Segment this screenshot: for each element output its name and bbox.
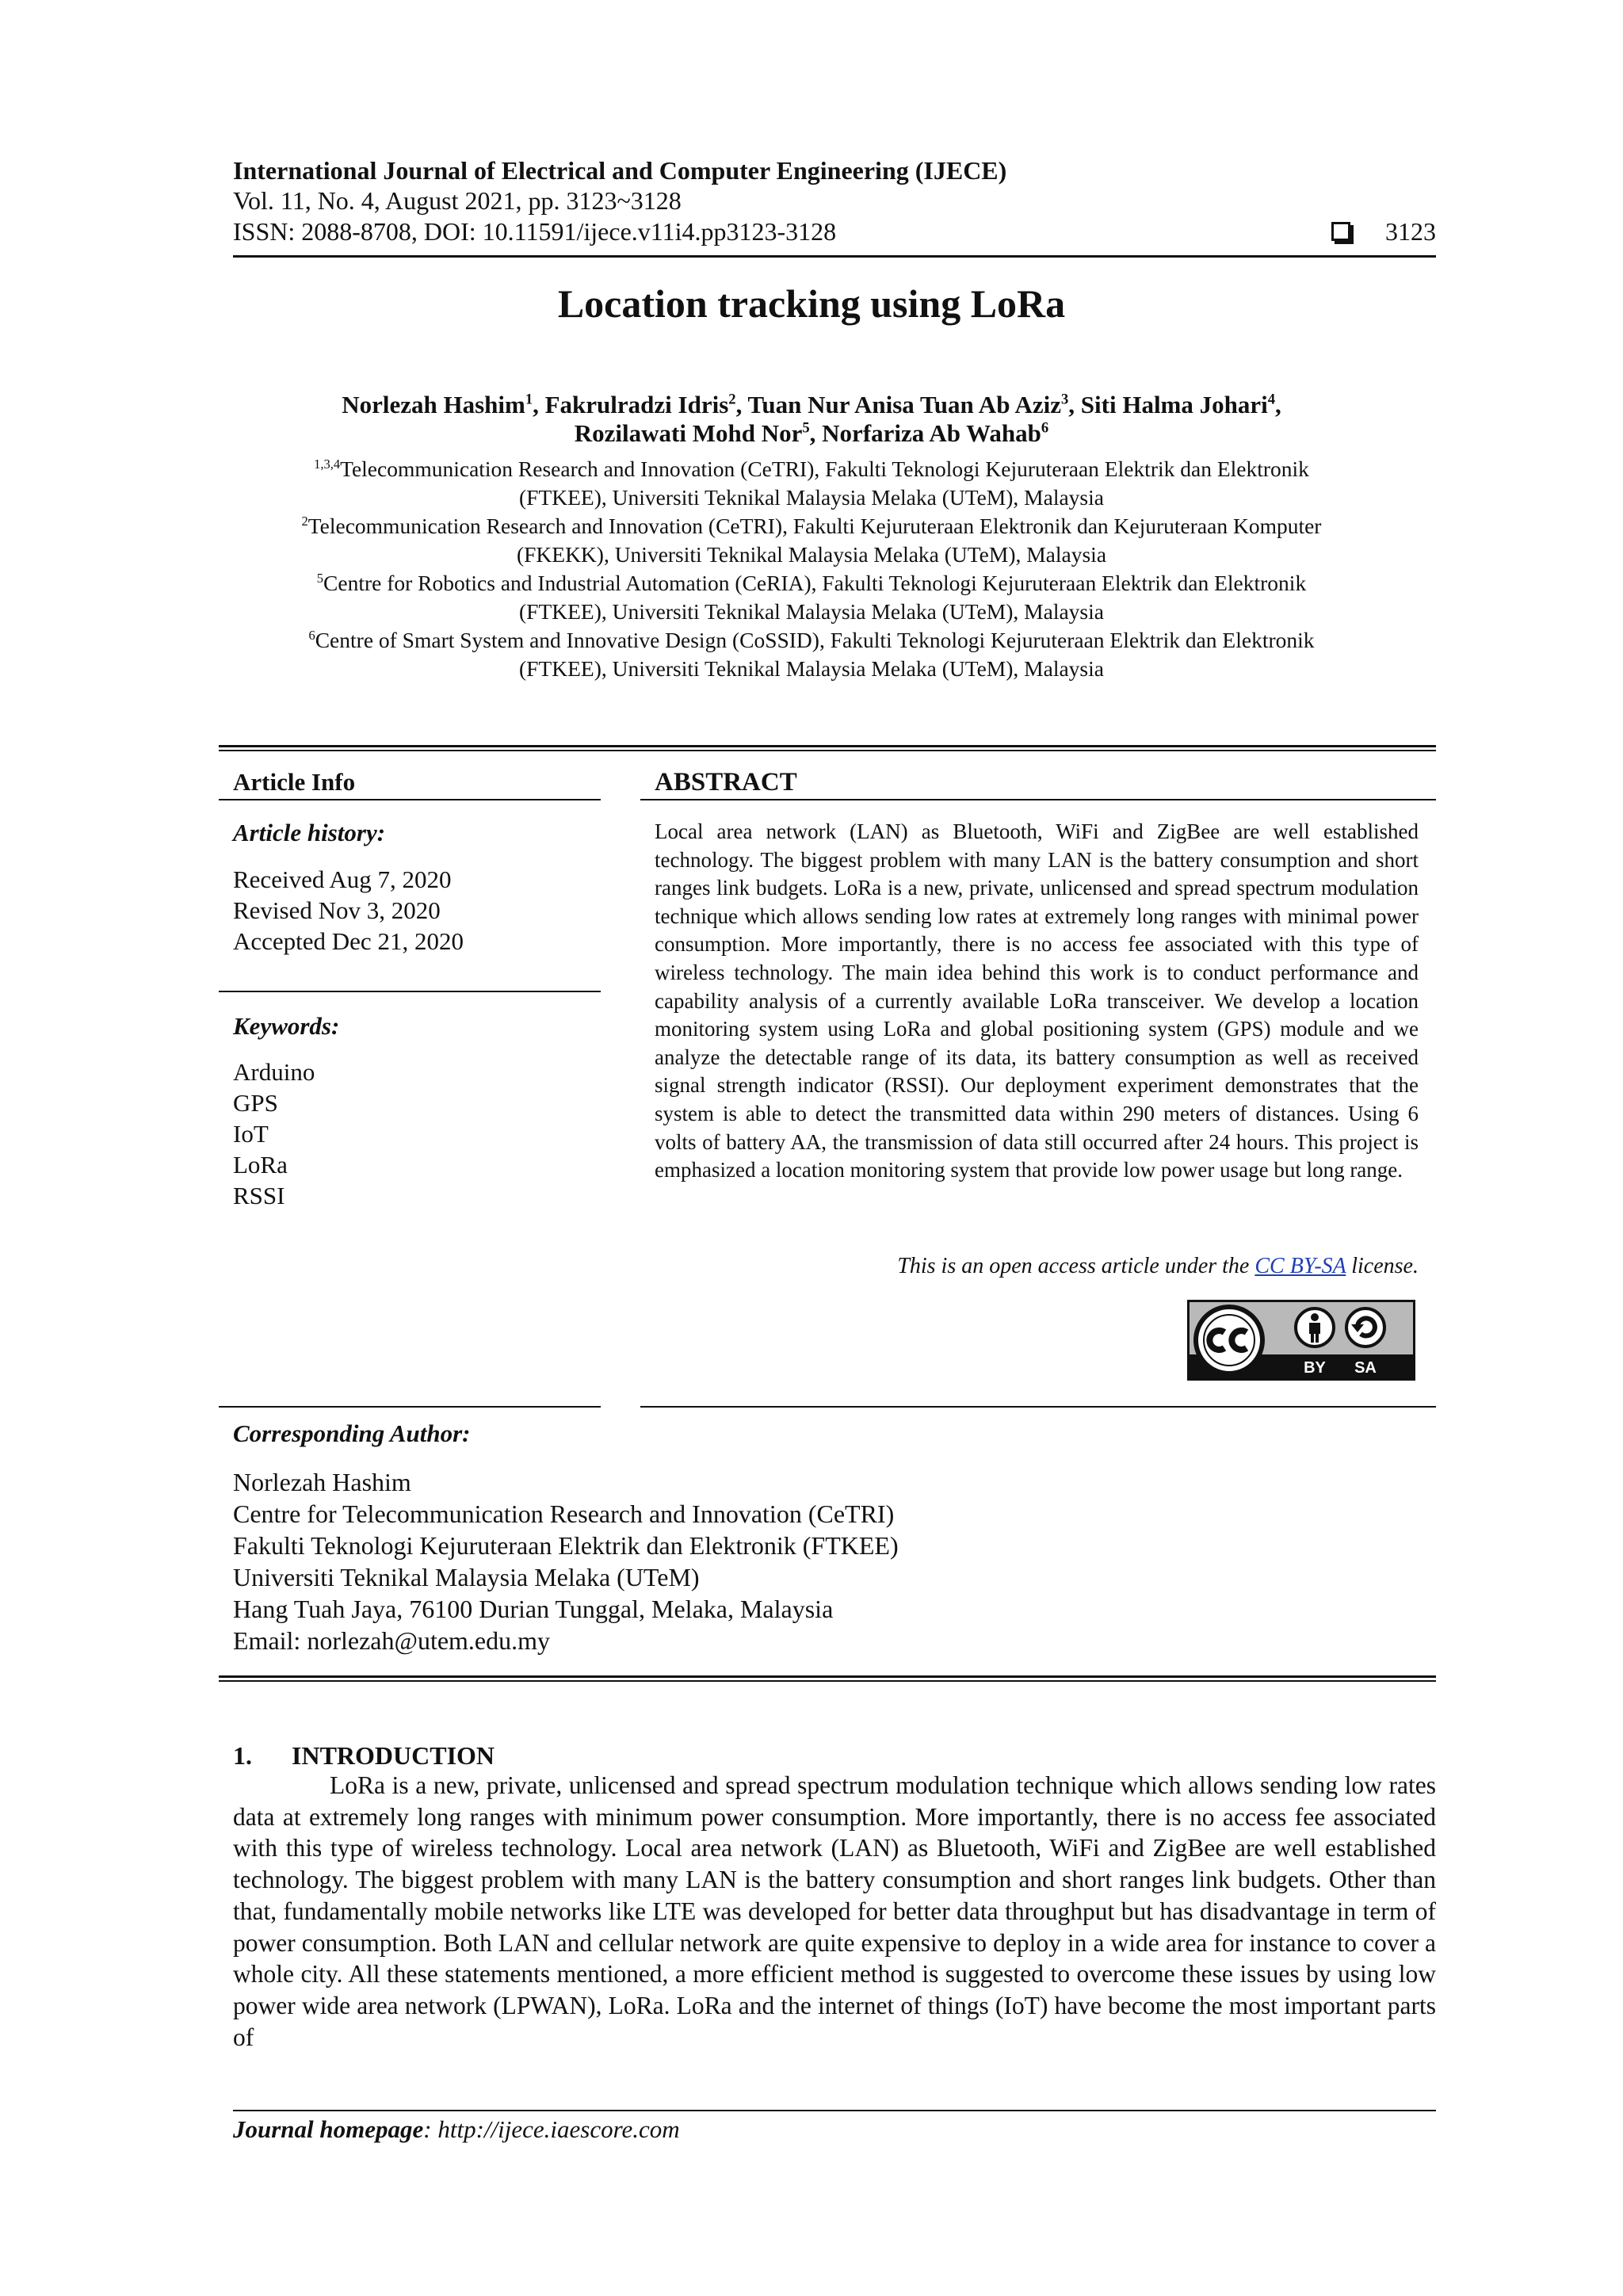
keyword-item: IoT <box>233 1120 269 1148</box>
affiliation-line <box>158 455 1465 483</box>
keyword-item: Arduino <box>233 1058 315 1086</box>
author-name: Norfariza Ab Wahab <box>822 419 1041 447</box>
article-history-heading: Article history: <box>233 819 386 846</box>
left-column-bottom-rule <box>219 1406 601 1408</box>
abstract-rule <box>640 799 1436 800</box>
journal-name: International Journal of Electrical and Computer Engineering (IJECE) <box>233 156 1007 185</box>
abstract-bottom-rule <box>640 1406 1436 1408</box>
journal-volume: Vol. 11, No. 4, August 2021, pp. 3123~3128 <box>233 186 682 215</box>
section-number: 1. <box>233 1741 252 1770</box>
header-rule <box>233 255 1436 258</box>
author-list <box>158 391 1465 448</box>
author-line-2: Rozilawati Mohd Nor$^5$, Norfariza Ab Wahab$^6$ <box>574 419 1049 447</box>
author-sup: 4 <box>1267 391 1276 408</box>
affiliation-sup: 1,3,4 <box>314 456 341 472</box>
license-prefix: This is an open access article under the <box>897 1254 1255 1278</box>
author-name: Tuan Nur Anisa Tuan Ab Aziz <box>747 391 1061 418</box>
keyword-item: GPS <box>233 1089 278 1117</box>
affiliation-text: Telecommunication Research and Innovation (CeTRI), Fakulti Teknologi Kejuruteraan Elektrik dan Elektronik <box>340 457 1309 481</box>
cc-badge-graphic <box>1190 1302 1413 1378</box>
journal-issn <box>233 216 1436 246</box>
affiliation-text: Telecommunication Research and Innovation (CeTRI), Fakulti Kejuruteraan Elektronik dan Kejuruteraan Komputer <box>307 514 1322 538</box>
issn-doi: ISSN: 2088-8708, DOI: 10.11591/ijece.v11i4.pp3123-3128 <box>233 217 837 246</box>
paper-title: Location tracking using LoRa <box>557 281 1066 326</box>
homepage-url[interactable]: : http://ijece.iaescore.com <box>423 2115 680 2143</box>
journal-homepage <box>233 2115 680 2145</box>
affiliation-line: (FTKEE), Universiti Teknikal Malaysia Melaka (UTeM), Malaysia <box>519 599 1104 624</box>
license-suffix: license. <box>1346 1254 1419 1278</box>
abstract-heading: ABSTRACT <box>655 768 797 797</box>
affiliation-line <box>158 512 1465 541</box>
author-sup: 5 <box>802 419 810 437</box>
author-name: Siti Halma Johari <box>1080 391 1268 418</box>
keyword-item: RSSI <box>233 1182 285 1209</box>
corresponding-line: Universiti Teknikal Malaysia Melaka (UTeM) <box>233 1563 700 1591</box>
double-rule-top <box>219 745 1436 751</box>
attribution-person-icon <box>1296 1308 1334 1347</box>
corresponding-author-block <box>233 1466 1342 1656</box>
abstract-text: Local area network (LAN) as Bluetooth, WiFi and ZigBee are well established technology. The biggest problem with many LAN is the battery consumption and short ranges link budgets. LoRa is a new, private, unlicensed and spread spectrum modulation technique which allows sending low rates at extremely long ranges with minimal power consumption. More importantly, there is no access fee associated with this type of wireless technology. The main idea behind this work is to conduct performance and capability analysis of a currently available LoRa transceiver. We develop a location monitoring system using LoRa and global positioning system (GPS) module and we analyze the detectable range of its data, its battery consumption as well as received signal strength indicator (RSSI). Our deployment experiment demonstrates that the system is able to detect the transmitted data within 290 meters of distances. Using 6 volts of battery AA, the transmission of data still occurred after 24 hours. This project is emphasized a location monitoring system that provide low power usage but long range. <box>655 819 1419 1182</box>
license-statement <box>655 1252 1419 1281</box>
introduction-paragraph: LoRa is a new, private, unlicensed and spread spectrum modulation technique which allows sending low rates data at extremely long ranges with minimum power consumption. More importantly, there is no access fee associated with this type of wireless technology. Local area network (LAN) as Bluetooth, WiFi and ZigBee are well established technology. The biggest problem with many LAN is the battery consumption and short ranges link budgets. Other than that, fundamentally mobile networks like LTE was developed for better data throughput but has disadvantage in term of power consumption. Both LAN and cellular network are quite expensive to deploy in a wide area for instance to cover a whole city. All these statements mentioned, a more efficient method is suggested to overcome these issues by using low power wide area network (LPWAN), LoRa. LoRa and the internet of things (IoT) have become the most important parts of <box>233 1771 1436 2051</box>
keywords-heading: Keywords: <box>233 1012 340 1040</box>
corresponding-line: Hang Tuah Jaya, 76100 Durian Tunggal, Melaka, Malaysia <box>233 1595 834 1623</box>
affiliation-line: (FKEKK), Universiti Teknikal Malaysia Melaka (UTeM), Malaysia <box>516 542 1107 567</box>
affiliation-line <box>158 569 1465 598</box>
share-alike-icon <box>1346 1308 1384 1347</box>
cc-by-sa-badge[interactable] <box>1187 1300 1415 1381</box>
author-name: Fakrulradzi Idris <box>544 391 729 418</box>
affiliation-text: Centre of Smart System and Innovative Design (CoSSID), Fakulti Teknologi Kejuruteraan Elektrik dan Elektronik <box>315 628 1315 652</box>
article-history-list <box>233 864 601 957</box>
author-name: Norlezah Hashim <box>342 391 525 418</box>
license-link[interactable]: CC BY-SA <box>1254 1254 1346 1278</box>
double-rule-bottom <box>219 1675 1436 1682</box>
page-number: 3123 <box>1385 217 1436 246</box>
section-title: INTRODUCTION <box>292 1741 495 1770</box>
page-number-group <box>1331 216 1436 246</box>
affiliation-list <box>158 455 1465 683</box>
affiliation-line <box>158 626 1465 655</box>
keyword-item: LoRa <box>233 1151 288 1179</box>
history-rule <box>219 991 601 992</box>
affiliation-sup: 5 <box>316 570 324 586</box>
homepage-label: Journal homepage <box>233 2115 424 2143</box>
history-item: Received Aug 7, 2020 <box>233 865 452 893</box>
affiliation-sup: 6 <box>308 627 315 643</box>
introduction-heading <box>233 1740 495 1771</box>
author-line-1: Norlezah Hashim$^1$, Fakrulradzi Idris$^2$, Tuan Nur Anisa Tuan Ab Aziz$^3$, Siti Halma Johari$^4$, <box>342 391 1281 418</box>
affiliation-line: (FTKEE), Universiti Teknikal Malaysia Melaka (UTeM), Malaysia <box>519 656 1104 681</box>
history-item: Revised Nov 3, 2020 <box>233 896 441 924</box>
square-bullet-icon <box>1331 222 1350 241</box>
corresponding-line: Centre for Telecommunication Research and Innovation (CeTRI) <box>233 1499 895 1528</box>
corresponding-line: Norlezah Hashim <box>233 1468 411 1496</box>
article-info-heading: Article Info <box>233 768 356 796</box>
affiliation-text: Centre for Robotics and Industrial Automation (CeRIA), Fakulti Teknologi Kejuruteraan Elektrik dan Elektronik <box>323 571 1307 595</box>
keywords-list <box>233 1056 601 1211</box>
affiliation-line: (FTKEE), Universiti Teknikal Malaysia Melaka (UTeM), Malaysia <box>519 485 1104 510</box>
author-name: Rozilawati Mohd Nor <box>574 419 803 447</box>
corresponding-email: Email: norlezah@utem.edu.my <box>233 1626 551 1655</box>
article-info-rule <box>219 799 601 800</box>
history-item: Accepted Dec 21, 2020 <box>233 927 464 955</box>
corresponding-author-heading: Corresponding Author: <box>233 1419 471 1447</box>
affiliation-sup: 2 <box>301 513 308 529</box>
author-sup: 3 <box>1061 391 1069 408</box>
corresponding-line: Fakulti Teknologi Kejuruteraan Elektrik dan Elektronik (FTKEE) <box>233 1531 899 1560</box>
author-sup: 2 <box>728 391 736 408</box>
badge-sa-label: SA <box>1354 1359 1377 1377</box>
badge-by-label: BY <box>1304 1359 1326 1377</box>
author-sup: 1 <box>525 391 533 408</box>
author-sup: 6 <box>1041 419 1049 437</box>
footer-rule <box>233 2110 1436 2111</box>
